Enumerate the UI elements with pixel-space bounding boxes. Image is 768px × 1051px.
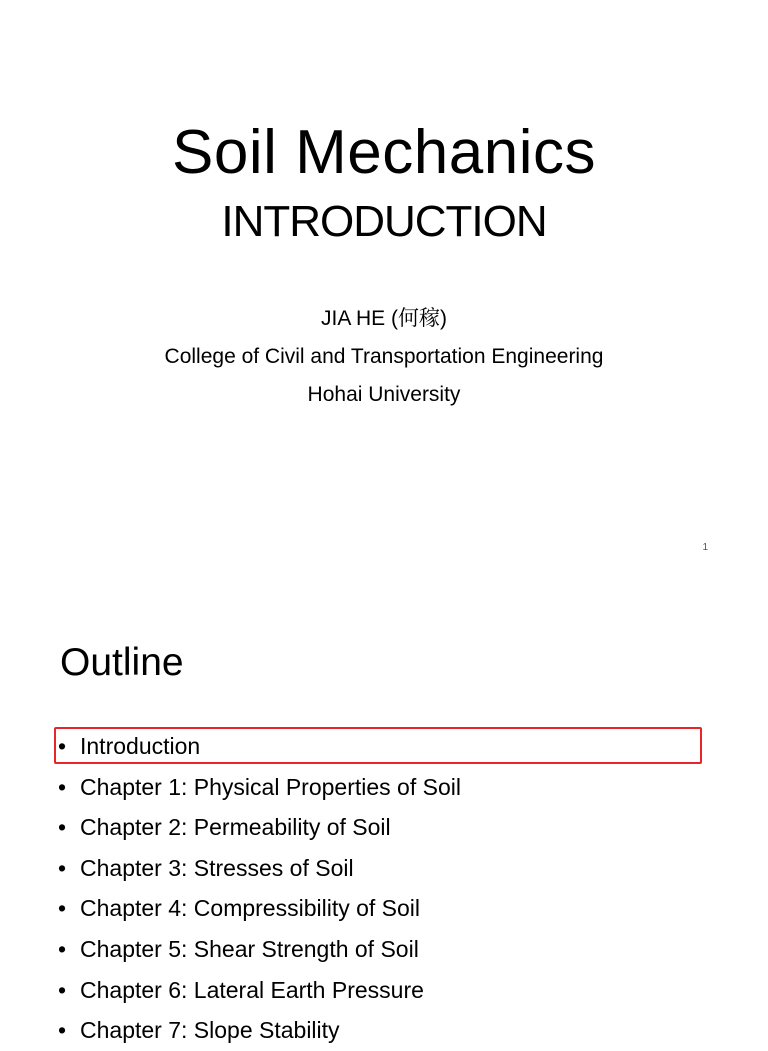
bullet-icon: • xyxy=(58,733,67,759)
bullet-icon: • xyxy=(58,935,67,962)
bullet-icon: • xyxy=(58,976,67,1003)
bullet-icon: • xyxy=(58,895,67,922)
outline-item-label: Chapter 5: Shear Strength of Soil xyxy=(80,935,419,962)
bullet-icon: • xyxy=(58,1017,67,1044)
outline-item-chapter-4 xyxy=(58,888,461,929)
outline-item-label: Chapter 1: Physical Properties of Soil xyxy=(80,773,461,800)
college-name: College of Civil and Transportation Engineering xyxy=(164,345,604,368)
slide-title: Soil Mechanics xyxy=(172,118,596,187)
bullet-icon: • xyxy=(58,773,67,800)
outline-item-chapter-5 xyxy=(58,929,461,970)
bullet-icon: • xyxy=(58,814,67,841)
outline-item-chapter-7 xyxy=(58,1010,461,1051)
outline-item-chapter-3 xyxy=(58,848,461,889)
outline-item-label: Chapter 3: Stresses of Soil xyxy=(80,854,354,881)
outline-item-chapter-6 xyxy=(58,970,461,1011)
page-number: 1 xyxy=(702,542,708,553)
outline-list xyxy=(58,726,461,1051)
outline-title: Outline xyxy=(60,641,184,684)
outline-item-chapter-1 xyxy=(58,767,461,808)
outline-item-label: Introduction xyxy=(80,733,201,759)
university-name: Hohai University xyxy=(307,383,461,406)
author-name: JIA HE (何稼) xyxy=(320,307,447,330)
outline-item-introduction xyxy=(58,726,461,767)
outline-item-label: Chapter 2: Permeability of Soil xyxy=(80,814,391,841)
outline-item-label: Chapter 7: Slope Stability xyxy=(80,1017,340,1044)
slide-subtitle: INTRODUCTION xyxy=(221,197,547,246)
outline-item-label: Chapter 4: Compressibility of Soil xyxy=(80,895,421,922)
bullet-icon: • xyxy=(58,854,67,881)
outline-slide xyxy=(0,576,768,1044)
outline-item-chapter-2 xyxy=(58,807,461,848)
outline-item-label: Chapter 6: Lateral Earth Pressure xyxy=(80,976,424,1003)
